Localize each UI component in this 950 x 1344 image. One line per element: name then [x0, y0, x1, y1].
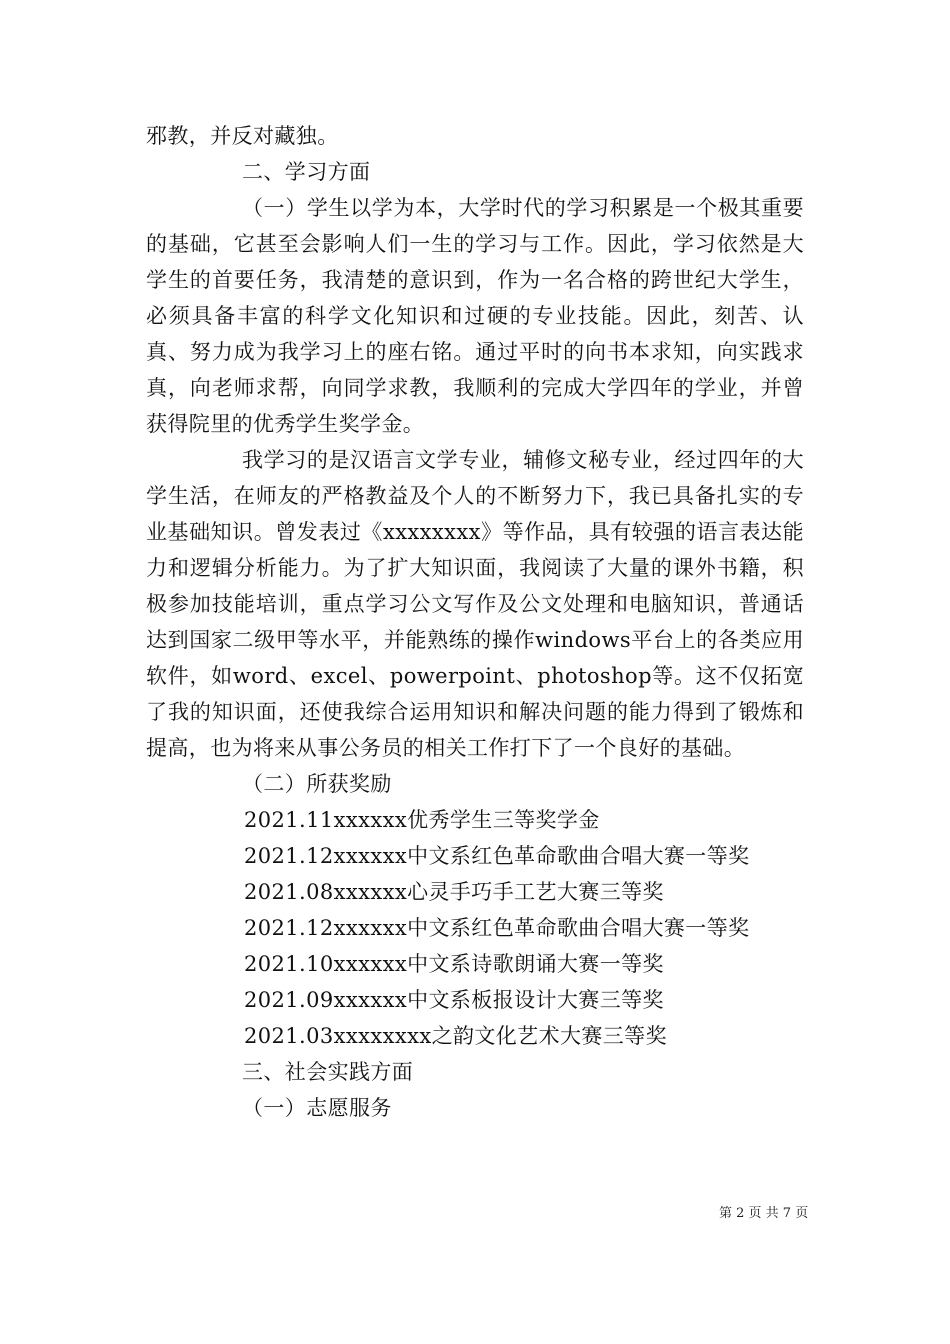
award-item: 2021.10xxxxxx中文系诗歌朗诵大赛一等奖	[244, 952, 664, 976]
continuation-line: 邪教，并反对藏独。	[146, 124, 339, 148]
document-body	[146, 118, 804, 1126]
award-item: 2021.03xxxxxxxx之韵文化艺术大赛三等奖	[244, 1024, 667, 1048]
section-three-heading: 三、社会实践方面	[242, 1060, 414, 1084]
paragraph-major-skills: 我学习的是汉语言文学专业，辅修文秘专业，经过四年的大学生活，在师友的严格教益及个人的不断努力下，我已具备扎实的专业基础知识。曾发表过《xxxxxxxx》等作品，具有较强的语言表达能力和逻辑分析能力。为了扩大知识面，我阅读了大量的课外书籍，积极参加技能培训，重点学习公文写作及公文处理和电脑知识，普通话达到国家二级甲等水平，并能熟练的操作windows平台上的各类应用软件，如word、excel、powerpoint、photoshop等。这不仅拓宽了我的知识面，还使我综合运用知识和解决问题的能力得到了锻炼和提高，也为将来从事公务员的相关工作打下了一个良好的基础。	[146, 448, 804, 760]
award-item: 2021.12xxxxxx中文系红色革命歌曲合唱大赛一等奖	[244, 844, 750, 868]
paragraph-study-basis: （一）学生以学为本，大学时代的学习积累是一个极其重要的基础，它甚至会影响人们一生的学习与工作。因此，学习依然是大学生的首要任务，我清楚的意识到，作为一名合格的跨世纪大学生，必须具备丰富的科学文化知识和过硬的专业技能。因此，刻苦、认真、努力成为我学习上的座右铭。通过平时的向书本求知，向实践求真，向老师求帮，向同学求教，我顺利的完成大学四年的学业，并曾获得院里的优秀学生奖学金。	[146, 196, 804, 436]
section-two-heading: 二、学习方面	[242, 160, 371, 184]
award-item: 2021.11xxxxxx优秀学生三等奖学金	[244, 808, 600, 832]
award-item: 2021.08xxxxxx心灵手巧手工艺大赛三等奖	[244, 880, 664, 904]
awards-list	[146, 802, 804, 1054]
award-item: 2021.09xxxxxx中文系板报设计大赛三等奖	[244, 988, 664, 1012]
page-number-footer: 第 2 页 共 7 页	[719, 1206, 809, 1221]
award-item: 2021.12xxxxxx中文系红色革命歌曲合唱大赛一等奖	[244, 916, 750, 940]
subsection-volunteer-heading: （一）志愿服务	[242, 1096, 392, 1120]
awards-heading: （二）所获奖励	[242, 772, 392, 796]
